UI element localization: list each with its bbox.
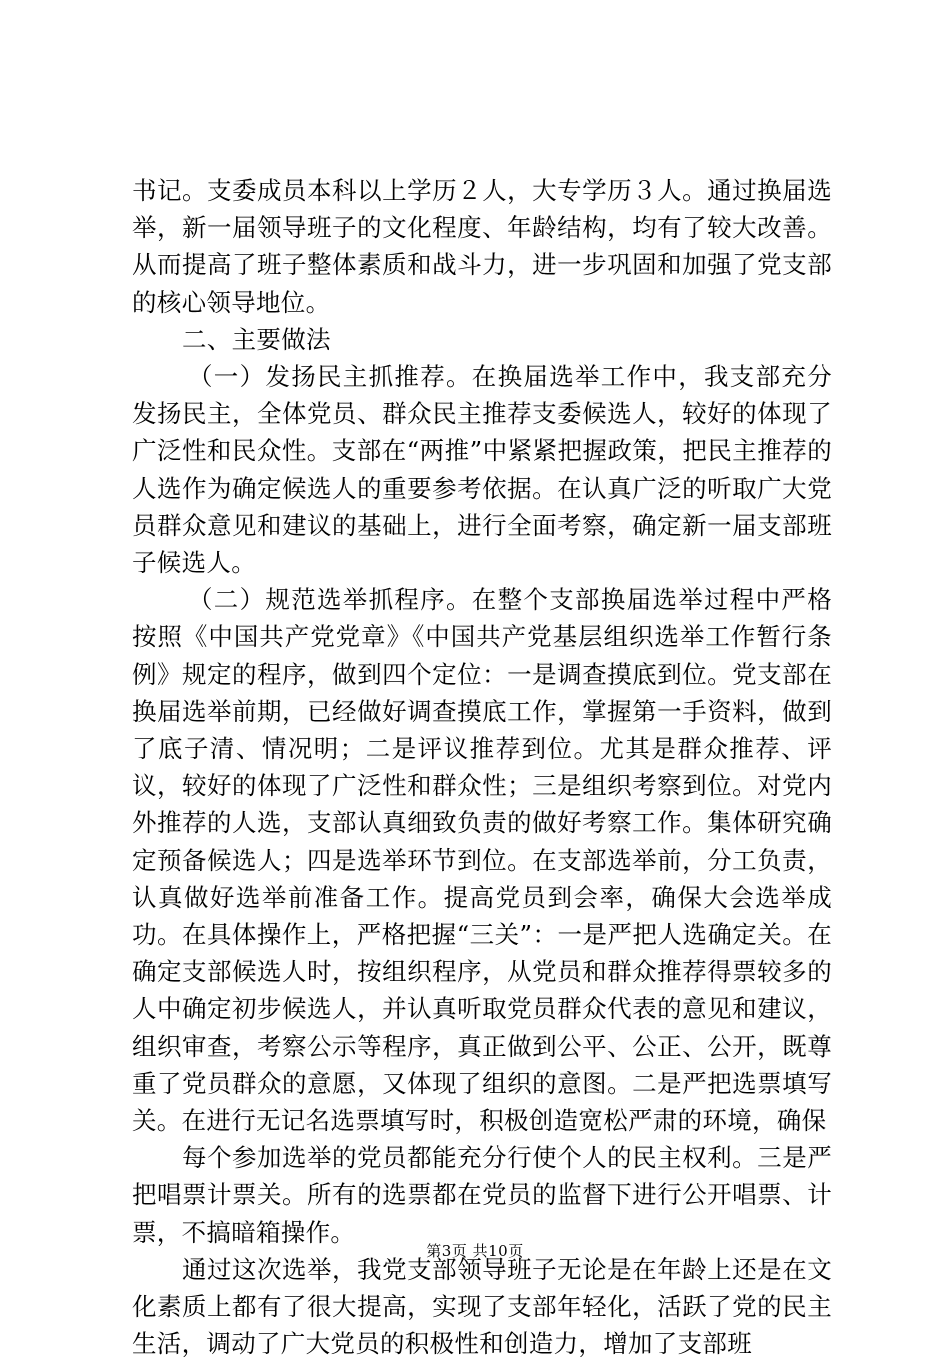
paragraph-procedure: （二）规范选举抓程序。在整个支部换届选举过程中严格按照《中国共产党党章》《中国共产党基层组织选举工作暂行条例》规定的程序，做到四个定位：一是调查摸底到位。党支部在换届选举前期，已经做好调查摸底工作，掌握第一手资料，做到了底子清、情况明；二是评议推荐到位。尤其是群众推荐、评议，较好的体现了广泛性和群众性；三是组织考察到位。对党内外推荐的人选，支部认真细致负责的做好考察工作。集体研究确定预备候选人；四是选举环节到位。在支部选举前，分工负责，认真做好选举前准备工作。提高党员到会率，确保大会选举成功。在具体操作上，严格把握“三关”：一是严把人选确定关。在确定支部候选人时，按组织程序，从党员和群众推荐得票较多的人中确定初步候选人，并认真听取党员群众代表的意见和建议，组织审查，考察公示等程序，真正做到公平、公正、公开，既尊重了党员群众的意愿，又体现了组织的意图。二是严把选票填写关。在进行无记名选票填写时，积极创造宽松严肃的环境，确保 <box>132 585 832 1136</box>
paragraph-continuation: 书记。支委成员本科以上学历２人，大专学历３人。通过换届选举，新一届领导班子的文化程度、年龄结构，均有了较大改善。从而提高了班子整体素质和战斗力，进一步巩固和加强了党支部的核心领导地位。 <box>132 176 832 317</box>
section-heading: 二、主要做法 <box>182 324 331 354</box>
paragraph-results: 通过这次选举，我党支部领导班子无论是在年龄上还是在文化素质上都有了很大提高，实现了支部年轻化，活跃了党的民主生活，调动了广大党员的积极性和创造力，增加了支部班 <box>132 1254 832 1359</box>
page-footer: 第3页 共10页 <box>426 1242 524 1260</box>
paragraph-rights: 每个参加选举的党员都能充分行使个人的民主权利。三是严把唱票计票关。所有的选票都在党员的监督下进行公开唱票、计票，不搞暗箱操作。 <box>132 1143 832 1247</box>
paragraph-democracy: （一）发扬民主抓推荐。在换届选举工作中，我支部充分发扬民主，全体党员、群众民主推荐支委候选人，较好的体现了广泛性和民众性。支部在“两推”中紧紧把握政策，把民主推荐的人选作为确定候选人的重要参考依据。在认真广泛的听取广大党员群众意见和建议的基础上，进行全面考察，确定新一届支部班子候选人。 <box>132 362 832 578</box>
document-body <box>132 172 832 1363</box>
